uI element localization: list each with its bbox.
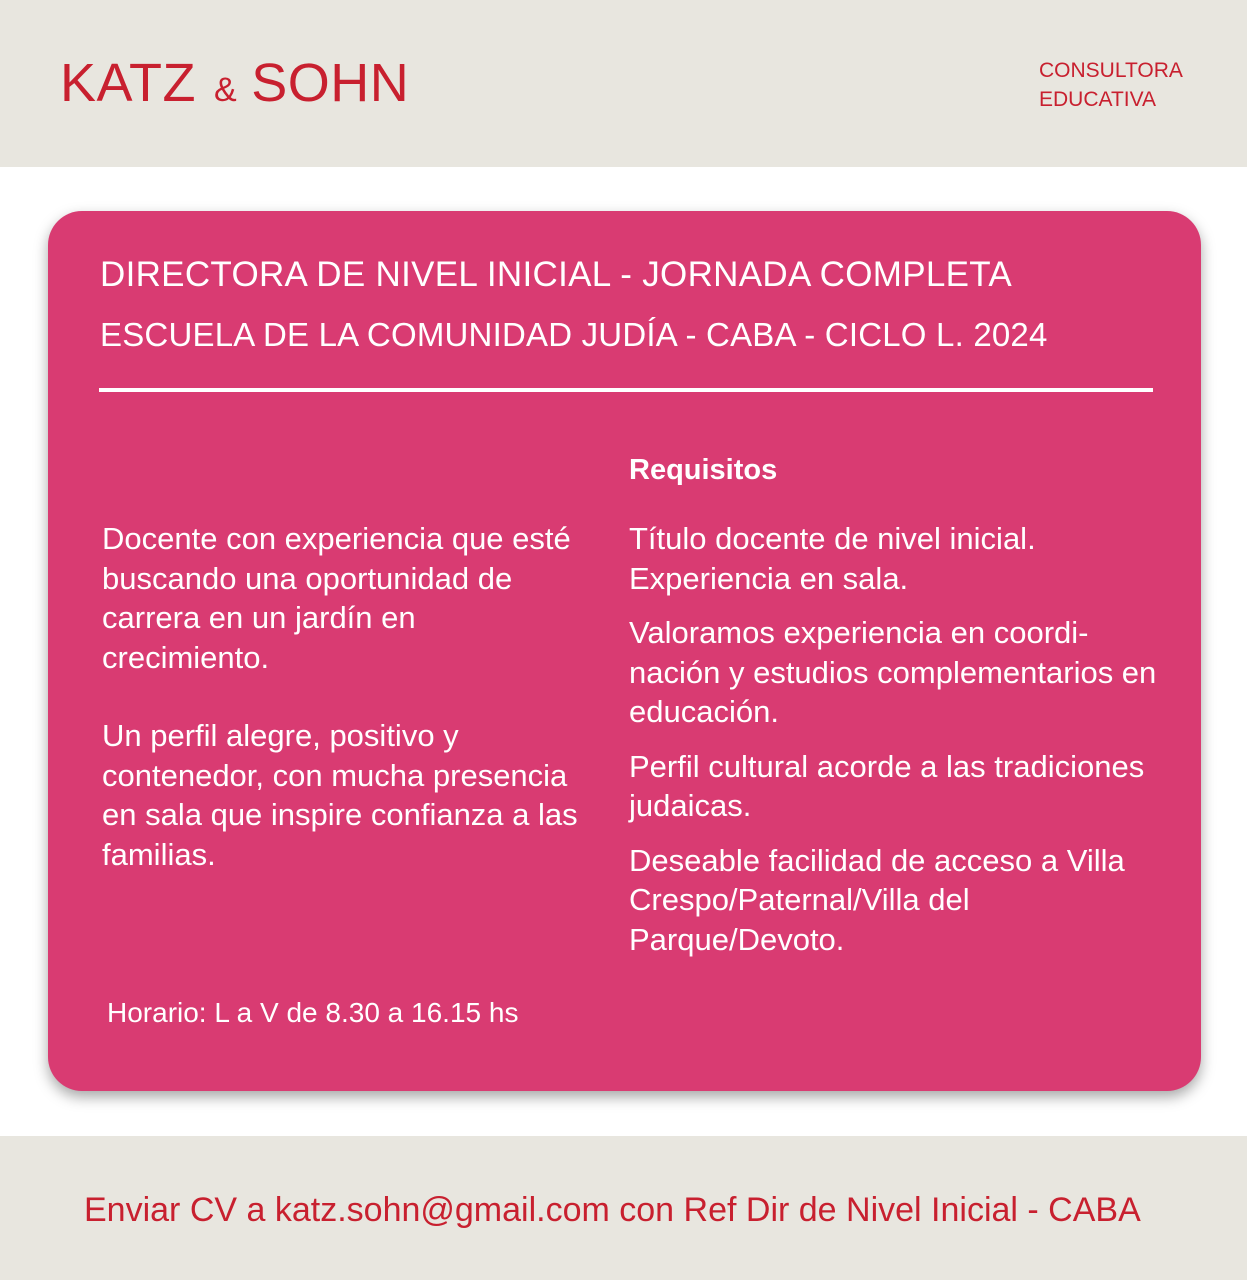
requirement-item-2: Valoramos experiencia en coordi- nación y estudios complementarios en educación.: [629, 615, 1157, 729]
requirement-item-4: Deseable facilidad de acceso a Villa Crespo/Paternal/Villa del Parque/Devoto.: [629, 842, 1125, 957]
header-band: [0, 0, 1247, 167]
footer-band: [0, 1136, 1247, 1280]
brand-ampersand: &: [214, 71, 238, 109]
contact-instructions: Enviar CV a katz.sohn@gmail.com con Ref Dir de Nivel Inicial - CABA: [84, 1191, 1141, 1229]
schedule-text: Horario: L a V de 8.30 a 16.15 hs: [107, 997, 519, 1028]
requirement-item-1: Título docente de nivel inicial. Experiencia en sala.: [629, 521, 1036, 596]
requirements-heading: Requisitos: [629, 454, 778, 486]
brand-tagline: [1039, 56, 1183, 114]
brand-logo: [60, 52, 409, 121]
tagline-line-1: CONSULTORA: [1039, 59, 1183, 82]
job-posting-card: [48, 211, 1201, 1091]
job-subtitle: ESCUELA DE LA COMUNIDAD JUDÍA - CABA - CICLO L. 2024: [100, 316, 1048, 353]
job-title: DIRECTORA DE NIVEL INICIAL - JORNADA COMPLETA: [100, 255, 1013, 294]
profile-description: [102, 519, 582, 913]
requirement-item-3: Perfil cultural acorde a las tradiciones judaicas.: [629, 748, 1145, 823]
requirements-section: [629, 451, 1159, 974]
tagline-line-2: EDUCATIVA: [1039, 88, 1157, 111]
brand-name-katz: KATZ: [60, 53, 196, 113]
description-paragraph-2: Un perfil alegre, positivo y contenedor, con mucha presencia en sala que inspire confianza a las familias.: [102, 718, 578, 872]
description-paragraph-1: Docente con experiencia que esté buscando una oportunidad de carrera en un jardín en crecimiento.: [102, 521, 571, 675]
brand-name-sohn: SOHN: [251, 53, 410, 113]
title-divider: [99, 388, 1153, 392]
